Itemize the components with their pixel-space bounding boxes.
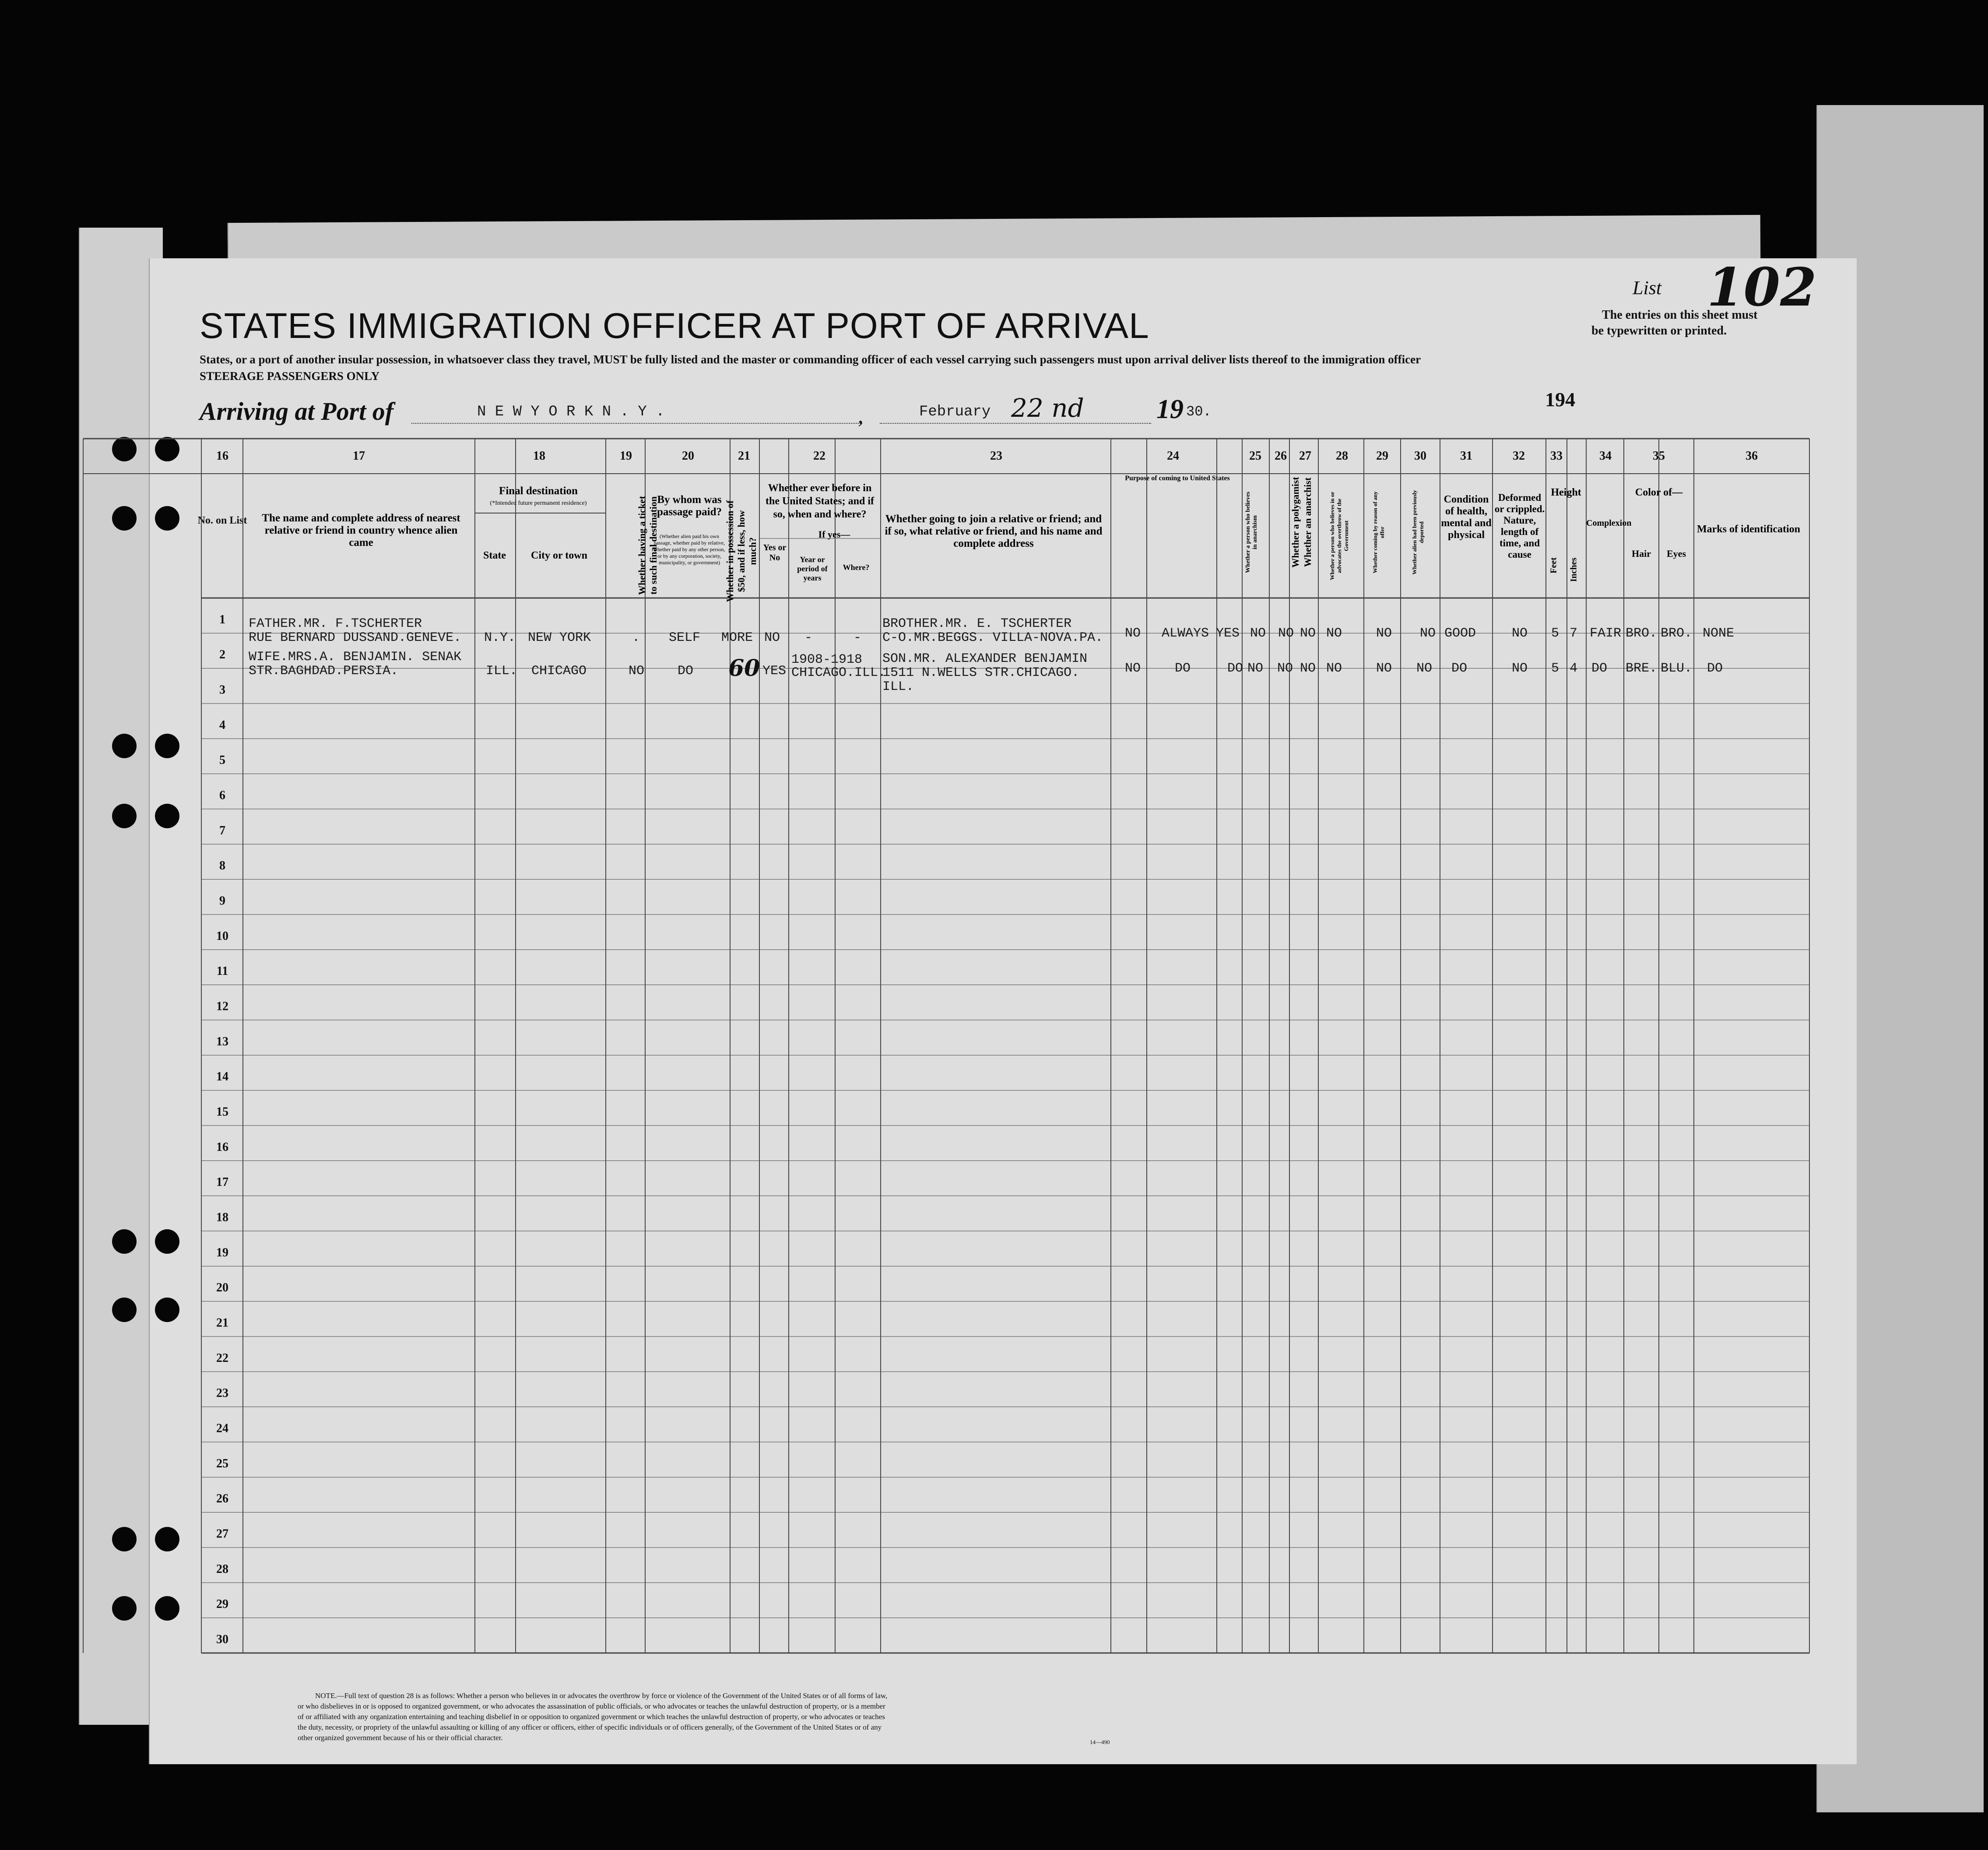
header-c32: Deformed or crippled. Nature, length of time, and cause <box>1494 492 1545 560</box>
column-number: 21 <box>738 449 750 463</box>
header-c19: Whether having a ticket to such final destination <box>636 496 659 595</box>
header-c17: The name and complete address of nearest relative or friend in country whence alien came <box>262 512 460 549</box>
column-number: 20 <box>682 449 694 463</box>
row1-health: GOOD <box>1444 626 1476 641</box>
row-number: 21 <box>216 1316 228 1330</box>
row-number: 17 <box>216 1175 228 1189</box>
subtitle-line-2: STEERAGE PASSENGERS ONLY <box>200 369 380 383</box>
header-c35: Color of— <box>1635 487 1683 498</box>
row2-inches: 4 <box>1570 661 1578 676</box>
row-number: 13 <box>216 1034 228 1048</box>
row1-c24c: YES <box>1216 626 1240 641</box>
row1-join-line2: C-O.MR.BEGGS. VILLA-NOVA.PA. <box>882 630 1103 645</box>
port-value: N E W Y O R K N . Y . <box>477 404 665 420</box>
header-c25: Whether a person who believes in anarchism <box>1245 492 1258 573</box>
row2-c24a: NO <box>1125 661 1141 676</box>
row2-c25: NO <box>1247 661 1264 676</box>
row1-c30: NO <box>1420 626 1436 641</box>
row2-year: 1908-1918 <box>791 652 863 667</box>
column-number: 28 <box>1336 449 1348 463</box>
row2-relative-line1: WIFE.MRS.A. BENJAMIN. SENAK <box>249 650 462 665</box>
header-c18-note: (*Intended future permanent residence) <box>490 500 587 506</box>
header-c33-feet: Feet <box>1549 557 1559 573</box>
row2-where: CHICAGO.ILL. <box>791 665 886 680</box>
row2-relative-line2: STR.BAGHDAD.PERSIA. <box>249 664 399 679</box>
row1-city: NEW YORK <box>528 630 591 645</box>
row1-eyes: BRO. <box>1661 626 1693 641</box>
header-c24: Purpose of coming to United States <box>1125 475 1230 482</box>
column-number: 27 <box>1299 449 1311 463</box>
row1-state: N.Y. <box>484 630 516 645</box>
row1-complexion: FAIR <box>1590 626 1622 641</box>
row1-ticket: . <box>632 630 640 645</box>
column-number: 24 <box>1167 449 1179 463</box>
row2-hair: BRE. <box>1626 661 1658 676</box>
header-c22-year: Year or period of years <box>797 555 828 582</box>
row2-c27: NO <box>1300 661 1316 676</box>
row-number: 3 <box>219 683 225 697</box>
row2-ticket: NO <box>629 664 645 679</box>
header-c36: Marks of identification <box>1697 524 1800 535</box>
row2-join-line2: 1511 N.WELLS STR.CHICAGO. <box>882 665 1080 680</box>
row-number: 11 <box>216 964 228 978</box>
row2-c26: NO <box>1277 661 1293 676</box>
column-number: 22 <box>813 449 825 463</box>
column-number: 35 <box>1653 449 1665 463</box>
header-c22: Whether ever before in the United States; and if so, when and where? <box>765 482 874 520</box>
footnote-line-3: of or affiliated with any organization entertaining and teaching disbelief in or opposition to organized government or which teaches the unlawful destruction of property, or who advocates or teaches <box>298 1713 885 1721</box>
date-month: February <box>919 404 991 420</box>
header-c31: Condition of health, mental and physical <box>1441 494 1492 541</box>
column-number: 34 <box>1599 449 1612 463</box>
row1-inches: 7 <box>1570 626 1578 641</box>
row2-eyes: BLU. <box>1661 661 1693 676</box>
header-c18-state: State <box>483 550 506 561</box>
header-c22-where: Where? <box>843 563 870 572</box>
header-c18: Final destination <box>499 485 578 497</box>
column-number: 30 <box>1414 449 1426 463</box>
row2-c24b: DO <box>1175 661 1191 676</box>
column-number: 18 <box>533 449 545 463</box>
column-number: 36 <box>1746 449 1758 463</box>
column-number: 31 <box>1460 449 1472 463</box>
column-number: 19 <box>620 449 632 463</box>
row1-c26: NO <box>1278 626 1294 641</box>
row1-deformed: NO <box>1512 626 1528 641</box>
header-c21: Whether in possession of $50, and if less, how much? <box>724 500 758 602</box>
row1-c24b: ALWAYS <box>1162 626 1209 641</box>
header-c18-city: City or town <box>531 550 587 561</box>
row1-money: MORE <box>721 630 753 645</box>
row-number: 4 <box>219 718 225 732</box>
entries-note-2: be typewritten or printed. <box>1591 324 1727 338</box>
row2-marks: DO <box>1707 661 1723 676</box>
footnote-line-4: the duty, necessity, or propriety of the unlawful assaulting or killing of any officer or officers, either of specific individuals or of officers generally, of the Government of the United States or of any <box>298 1723 882 1731</box>
row-number: 14 <box>216 1070 228 1084</box>
arriving-label: Arriving at Port of <box>200 397 394 426</box>
header-c23: Whether going to join a relative or friend; and if so, what relative or friend, and his name and complete address <box>885 513 1103 549</box>
row-number: 7 <box>219 823 225 837</box>
list-label: List <box>1633 277 1662 299</box>
port-comma: , <box>858 403 864 428</box>
row-number: 23 <box>216 1386 228 1400</box>
header-c33-inches: Inches <box>1569 557 1579 582</box>
column-number: 32 <box>1513 449 1525 463</box>
header-c35-hair: Hair <box>1632 548 1651 559</box>
page-number: 194 <box>1545 388 1575 411</box>
subtitle-line-1: States, or a port of another insular possession, in whatsoever class they travel, MUST be fully listed and the master or commanding officer of each vessel carrying such passengers must upon arrival deliver lists thereof to the immigration officer <box>200 353 1421 366</box>
header-c16: No. on List <box>197 515 247 526</box>
row1-paid-by: SELF <box>669 630 701 645</box>
row-number: 26 <box>216 1492 228 1506</box>
row2-c28: NO <box>1326 661 1342 676</box>
row-number: 10 <box>216 929 228 943</box>
row-number: 6 <box>219 788 225 802</box>
row2-join-line3: ILL. <box>882 679 914 694</box>
footnote-line-2: or who disbelieves in or is opposed to organized government, or who advocates the assassination of public officials, or who advocates or teaches the unlawful destruction of property, or is a member <box>298 1702 885 1710</box>
list-number: 102 <box>1707 257 1817 318</box>
row2-state: ILL. <box>486 664 518 679</box>
row1-c24a: NO <box>1125 626 1141 641</box>
row1-relative-line2: RUE BERNARD DUSSAND.GENEVE. <box>249 630 462 645</box>
header-c34: Complexion <box>1586 518 1632 528</box>
row-number: 12 <box>216 999 228 1013</box>
row-number: 27 <box>216 1527 228 1541</box>
header-c22-if-yes: If yes— <box>818 529 850 540</box>
page-title: STATES IMMIGRATION OFFICER AT PORT OF ARRIVAL <box>200 306 1149 346</box>
row1-c25: NO <box>1250 626 1266 641</box>
row2-complexion: DO <box>1591 661 1608 676</box>
row1-marks: NONE <box>1703 626 1735 641</box>
row-number: 1 <box>219 612 225 626</box>
row-number: 5 <box>219 753 225 767</box>
column-number: 16 <box>216 449 228 463</box>
row-number: 30 <box>216 1632 228 1646</box>
column-number: 23 <box>990 449 1002 463</box>
header-c30: Whether alien had been previously deported <box>1411 490 1425 575</box>
header-c26: Whether a polygamist <box>1290 477 1301 568</box>
column-number: 33 <box>1550 449 1563 463</box>
row-number: 8 <box>219 859 225 873</box>
row-number: 18 <box>216 1210 228 1224</box>
row1-c29: NO <box>1376 626 1392 641</box>
row1-year: - <box>804 630 813 645</box>
row2-join-line1: SON.MR. ALEXANDER BENJAMIN <box>882 651 1088 666</box>
header-c33: Height <box>1551 487 1581 498</box>
row-number: 25 <box>216 1456 228 1470</box>
header-c29: Whether coming by reason of any offer <box>1372 491 1385 573</box>
row-number: 29 <box>216 1597 228 1611</box>
column-number: 29 <box>1376 449 1388 463</box>
row1-c27: NO <box>1300 626 1316 641</box>
row-number: 20 <box>216 1281 228 1295</box>
row-number: 15 <box>216 1105 228 1119</box>
row2-c30: NO <box>1416 661 1433 676</box>
row-number: 24 <box>216 1421 228 1435</box>
footnote-line-1: NOTE.—Full text of question 28 is as follows: Whether a person who believes in or advocates the overthrow by force or violence of the Government of the United States or of all forms of law, <box>315 1692 888 1700</box>
row1-join-line1: BROTHER.MR. E. TSCHERTER <box>882 616 1072 631</box>
footnote-line-5: other organized government because of his or their official character. <box>298 1734 503 1742</box>
row2-deformed: NO <box>1512 661 1528 676</box>
row2-been-before: YES <box>762 664 787 679</box>
row-number: 9 <box>219 894 225 908</box>
row1-c28: NO <box>1326 626 1342 641</box>
row-number: 22 <box>216 1351 228 1365</box>
svg-text:No. on List <box>198 515 247 526</box>
header-c20-note: (Whether alien paid his own passage, whether paid by relative, whether paid by any other person, or by any corporation, society, municipality, or government) <box>653 533 725 566</box>
form-number: 14—490 <box>1090 1739 1110 1745</box>
row2-c29: NO <box>1376 661 1392 676</box>
row1-where: - <box>854 630 862 645</box>
date-day: 22 nd <box>1011 393 1084 423</box>
row-number: 19 <box>216 1245 228 1259</box>
row2-paid-by: DO <box>678 664 694 679</box>
row-number: 16 <box>216 1140 228 1154</box>
row-number: 2 <box>219 648 225 662</box>
row1-hair: BRO. <box>1626 626 1658 641</box>
header-c28: Whether a person who believes in or advocates the overthrow of the Government <box>1329 492 1349 580</box>
column-number: 25 <box>1249 449 1261 463</box>
column-number: 17 <box>353 449 365 463</box>
year-suffix: 30. <box>1186 404 1212 420</box>
header-c35-eyes: Eyes <box>1667 548 1686 559</box>
row1-relative-line1: FATHER.MR. F.TSCHERTER <box>249 616 422 631</box>
row-number: 28 <box>216 1562 228 1576</box>
row1-been-before: NO <box>764 630 780 645</box>
row2-c24c: DO <box>1227 661 1243 676</box>
row1-feet: 5 <box>1551 626 1559 641</box>
header-c20: By whom was passage paid? <box>657 494 722 518</box>
row2-city: CHICAGO <box>531 664 587 679</box>
row2-health: DO <box>1451 661 1468 676</box>
header-c27: Whether an anarchist <box>1302 477 1313 567</box>
column-number: 26 <box>1275 449 1287 463</box>
row2-feet: 5 <box>1551 661 1559 676</box>
entries-note-1: The entries on this sheet must <box>1602 308 1758 322</box>
row2-money: 60 <box>728 655 760 682</box>
year-prefix: 19 <box>1156 394 1184 424</box>
header-c22-yes-no: Yes or No <box>763 543 787 563</box>
